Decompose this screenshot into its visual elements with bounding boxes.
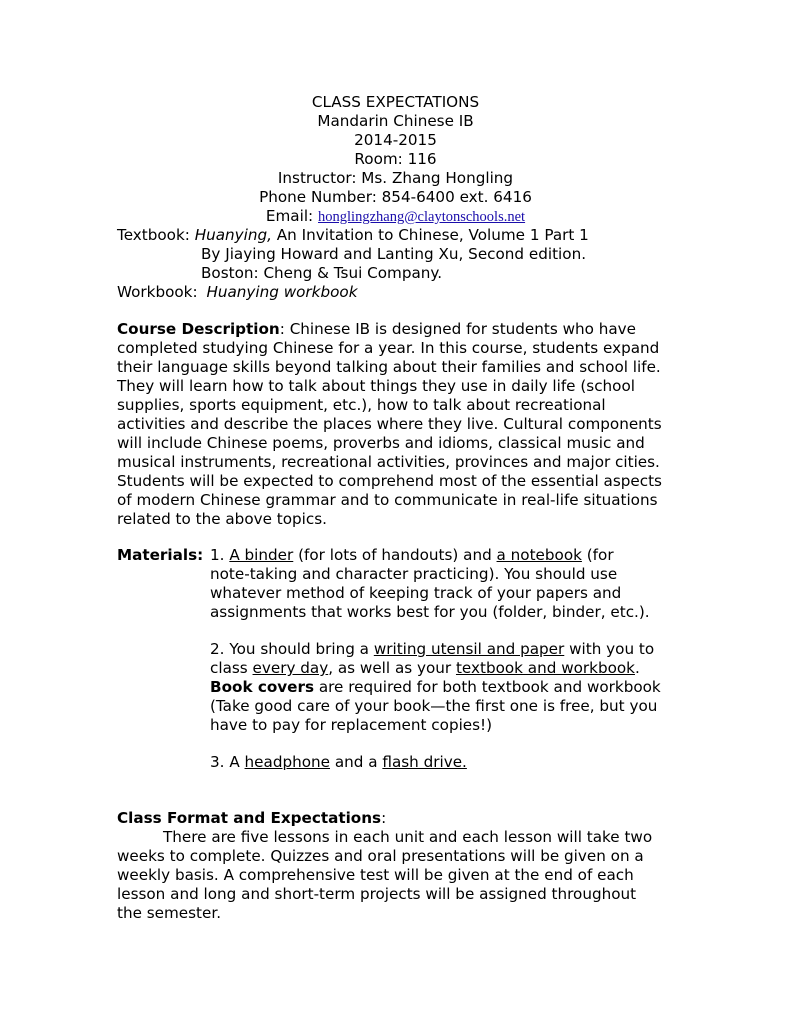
instructor-name: Instructor: Ms. Zhang Hongling <box>277 169 514 187</box>
course-description-line: musical instruments, recreational activities, provinces and major cities. <box>117 453 660 471</box>
course-description-line: supplies, sports equipment, etc.), how to talk about recreational <box>117 396 606 414</box>
materials-item-2-text: . <box>634 659 640 677</box>
materials-item-2-line: have to pay for replacement copies!) <box>210 716 493 734</box>
materials-item-1-first-line <box>210 546 614 565</box>
course-description-line: will include Chinese poems, proverbs and idioms, classical music and <box>117 434 645 452</box>
writing-utensil-text: writing utensil and paper <box>373 640 565 658</box>
materials-item-2-third-line <box>210 678 661 697</box>
every-day-text: every day <box>252 659 329 677</box>
course-description-heading: Course Description <box>117 320 280 338</box>
room-number: Room: 116 <box>354 150 437 168</box>
materials-item-1-line: whatever method of keeping track of your papers and <box>210 584 622 602</box>
materials-item-1-line: assignments that works best for you (folder, binder, etc.). <box>210 603 650 621</box>
textbook-publisher: Boston: Cheng & Tsui Company. <box>201 264 443 282</box>
email-label: Email: <box>265 207 314 225</box>
class-format-line: lesson and long and short-term projects will be assigned throughout <box>117 885 637 903</box>
course-description-line: completed studying Chinese for a year. In this course, students expand <box>117 339 660 357</box>
course-description-line: They will learn how to talk about things they use in daily life (school <box>117 377 635 395</box>
headphone-text: headphone <box>244 753 330 771</box>
workbook-title: Huanying workbook <box>206 283 358 301</box>
materials-item-1-text: (for <box>586 546 614 564</box>
workbook-label: Workbook: <box>117 283 198 301</box>
textbook-authors: By Jiaying Howard and Lanting Xu, Second edition. <box>201 245 587 263</box>
course-description-first-line <box>117 320 636 339</box>
class-format-heading: Class Format and Expectations <box>117 809 382 827</box>
class-format-line: weekly basis. A comprehensive test will be given at the end of each <box>117 866 634 884</box>
materials-item-2-text: with you to <box>569 640 655 658</box>
class-format-line: the semester. <box>117 904 222 922</box>
flash-drive-text: flash drive. <box>382 753 467 771</box>
email-line <box>0 207 791 227</box>
materials-heading: Materials: <box>117 546 204 564</box>
course-name: Mandarin Chinese IB <box>317 112 474 130</box>
materials-item-3-line <box>210 753 467 772</box>
textbook-title-italic: Huanying, <box>194 226 272 244</box>
phone-number: Phone Number: 854-6400 ext. 6416 <box>259 188 532 206</box>
course-description-line: Students will be expected to comprehend most of the essential aspects <box>117 472 662 490</box>
materials-item-2-text: class <box>210 659 248 677</box>
textbook-line <box>117 226 589 245</box>
materials-item-2-second-line <box>210 659 640 678</box>
class-format-heading-line <box>117 809 386 828</box>
materials-item-2-line: (Take good care of your book—the first one is free, but you <box>210 697 658 715</box>
course-description-text: : Chinese IB is designed for students who have <box>279 320 637 338</box>
materials-item-1-line: note-taking and character practicing). You should use <box>210 565 618 583</box>
materials-item-3-text: 3. A <box>210 753 240 771</box>
materials-item-2-text: , as well as your <box>328 659 452 677</box>
notebook-text: a notebook <box>496 546 582 564</box>
textbook-label: Textbook: <box>117 226 190 244</box>
materials-item-3-text: and a <box>334 753 378 771</box>
materials-item-1-text: (for lots of handouts) and <box>298 546 492 564</box>
course-description-line: of modern Chinese grammar and to communicate in real-life situations <box>117 491 658 509</box>
class-format-line: weeks to complete. Quizzes and oral presentations will be given on a <box>117 847 644 865</box>
course-description-line: their language skills beyond talking about their families and school life. <box>117 358 661 376</box>
workbook-line <box>117 283 358 302</box>
binder-text: A binder <box>229 546 294 564</box>
textbook-title: An Invitation to Chinese, Volume 1 Part 1 <box>276 226 589 244</box>
course-description-line: activities and describe the places where they live. Cultural components <box>117 415 662 433</box>
textbook-workbook-text: textbook and workbook <box>455 659 635 677</box>
class-format-line: There are five lessons in each unit and each lesson will take two <box>163 828 653 846</box>
book-covers-text: Book covers <box>210 678 314 696</box>
school-year: 2014-2015 <box>354 131 437 149</box>
materials-item-2-text: are required for both textbook and workbook <box>318 678 661 696</box>
document-title: CLASS EXPECTATIONS <box>311 93 480 111</box>
email-link[interactable]: honglingzhang@claytonschools.net <box>318 209 526 225</box>
materials-item-2-text: 2. You should bring a <box>210 640 369 658</box>
materials-item-1-number: 1. <box>210 546 225 564</box>
course-description-line: related to the above topics. <box>117 510 327 528</box>
class-format-colon: : <box>381 809 387 827</box>
materials-item-2-first-line <box>210 640 654 659</box>
